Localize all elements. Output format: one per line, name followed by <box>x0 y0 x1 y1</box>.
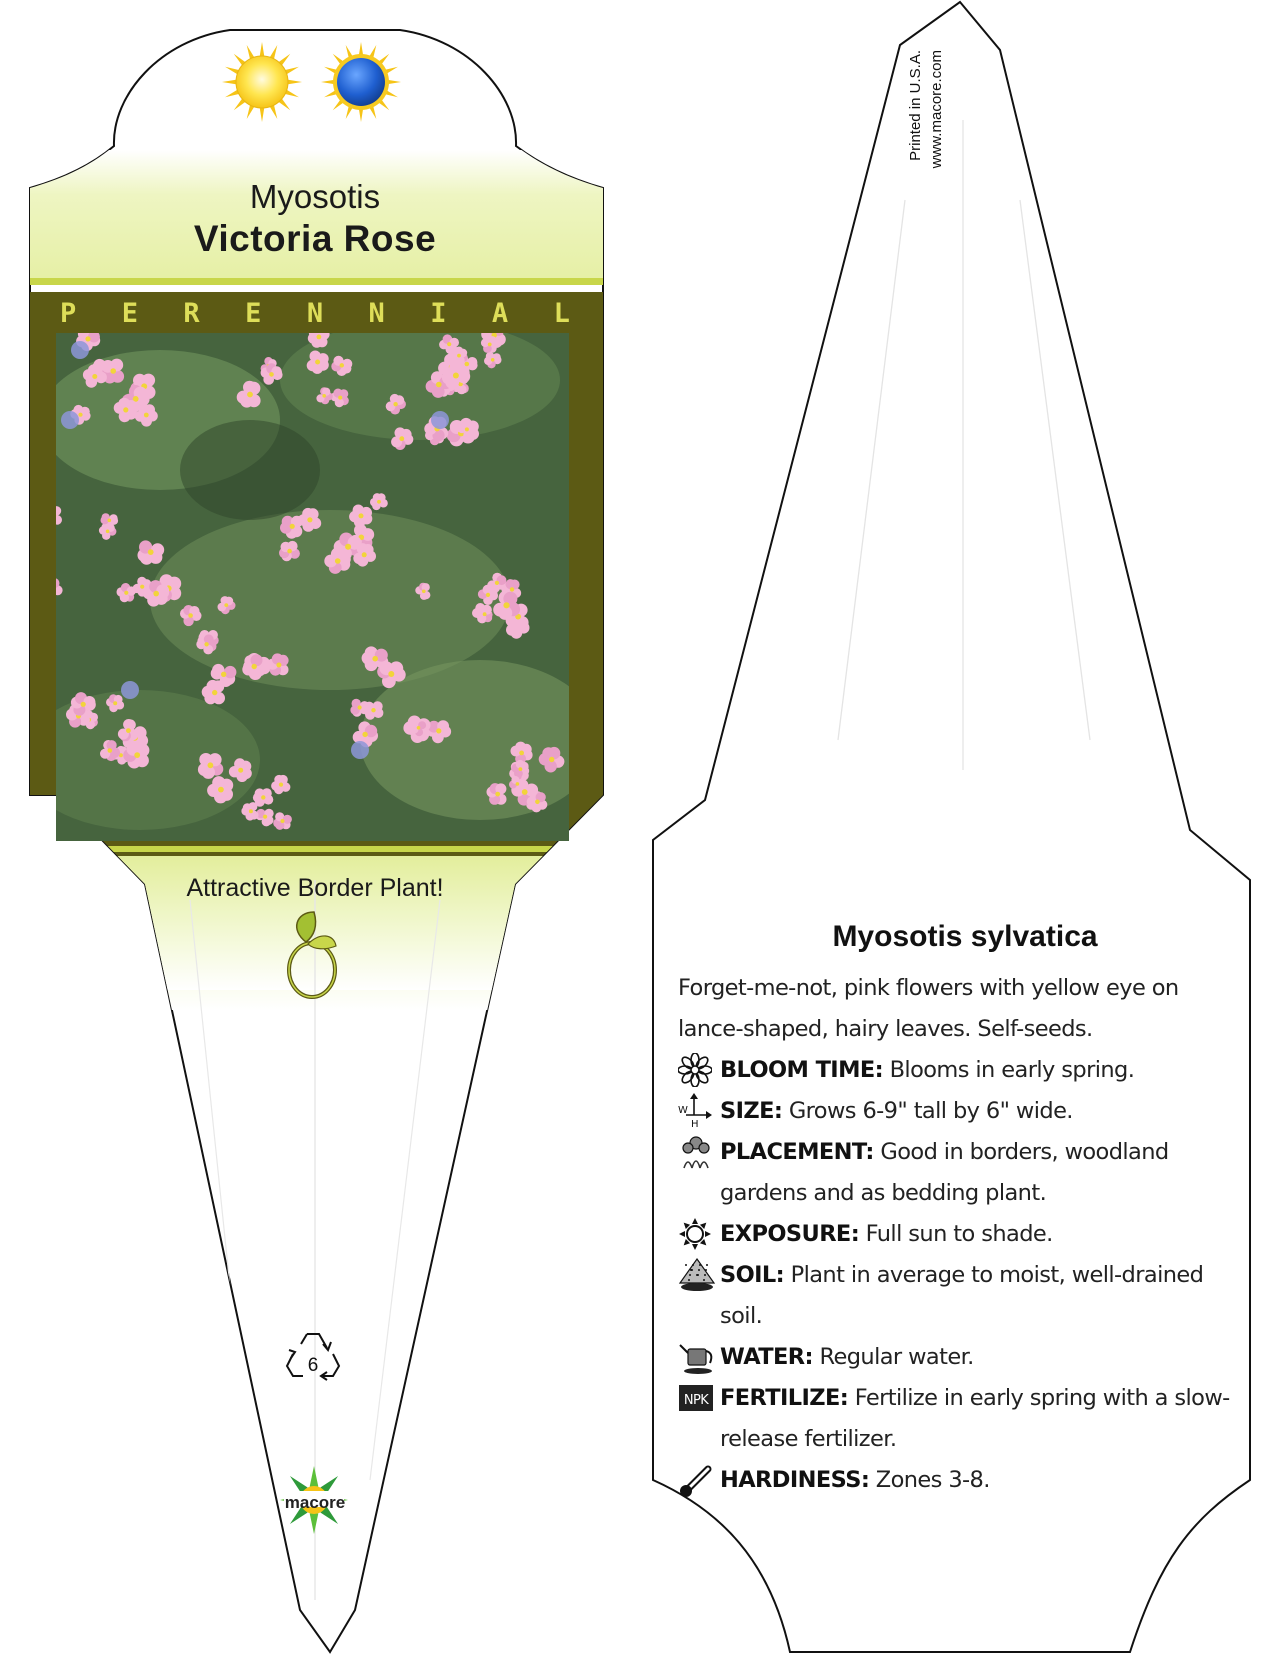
care-text <box>720 1091 1248 1132</box>
placement-icon <box>678 1132 720 1172</box>
care-value: Regular water. <box>812 1344 974 1370</box>
svg-text:W: W <box>678 1105 688 1116</box>
genus-name: Myosotis <box>249 178 381 215</box>
svg-text:H: H <box>691 1119 698 1129</box>
category-label <box>30 298 600 329</box>
category-letter: L <box>553 298 570 329</box>
care-row <box>678 1337 1248 1378</box>
flower-icon <box>678 1050 720 1090</box>
category-letter: E <box>121 298 138 329</box>
care-row <box>678 1132 1248 1214</box>
care-row <box>678 1050 1248 1091</box>
care-label: SOIL: <box>720 1262 785 1288</box>
variety-name: Victoria Rose <box>193 218 437 259</box>
printed-info <box>905 50 947 210</box>
care-value: Good in borders, woodland gardens and as bedding plant. <box>720 1139 1169 1206</box>
care-text <box>720 1214 1248 1255</box>
full-sun-icon <box>222 42 302 122</box>
care-text <box>720 1132 1248 1214</box>
care-text <box>720 1378 1248 1460</box>
care-label: FERTILIZE: <box>720 1385 849 1411</box>
care-value: Zones 3-8. <box>869 1467 990 1493</box>
care-row <box>678 1091 1248 1132</box>
svg-text:NPK: NPK <box>683 1393 709 1408</box>
care-label: WATER: <box>720 1344 813 1370</box>
brand-name: macore <box>284 1493 346 1512</box>
category-letter: E <box>245 298 262 329</box>
care-row <box>678 1378 1248 1460</box>
sun-outline-icon <box>678 1214 720 1254</box>
printed-in: Printed in U.S.A. <box>907 50 924 161</box>
category-letter: I <box>430 298 447 329</box>
npk-icon <box>678 1378 720 1418</box>
recycle-code: 6 <box>307 1355 319 1376</box>
care-text <box>720 1460 1248 1501</box>
care-label: PLACEMENT: <box>720 1139 874 1165</box>
plant-photo <box>20 302 600 841</box>
care-label: BLOOM TIME: <box>720 1057 884 1083</box>
category-letter: N <box>368 298 385 329</box>
part-shade-icon <box>321 42 401 122</box>
care-row <box>678 1460 1248 1501</box>
scientific-name: Myosotis sylvatica <box>832 920 1098 953</box>
care-row <box>678 1255 1248 1337</box>
care-value: Full sun to shade. <box>859 1221 1053 1247</box>
care-value: Fertilize in early spring with a slow-release fertilizer. <box>720 1385 1230 1452</box>
care-text <box>720 1337 1248 1378</box>
soil-icon <box>678 1255 720 1295</box>
thermometer-icon <box>678 1460 720 1500</box>
care-label: SIZE: <box>720 1098 783 1124</box>
care-text <box>720 1050 1248 1091</box>
website: www.macore.com <box>928 50 945 169</box>
category-letter: P <box>60 298 77 329</box>
tagline: Attractive Border Plant! <box>186 874 444 902</box>
care-value: Blooms in early spring. <box>883 1057 1135 1083</box>
category-letter: N <box>306 298 324 329</box>
care-info <box>678 968 1248 1501</box>
care-text <box>720 1255 1248 1337</box>
care-label: HARDINESS: <box>720 1467 870 1493</box>
care-row <box>678 1214 1248 1255</box>
category-letter: R <box>183 298 200 329</box>
care-label: EXPOSURE: <box>720 1221 860 1247</box>
care-value: Plant in average to moist, well-drained soil. <box>720 1262 1204 1329</box>
description: Forget-me-not, pink flowers with yellow eye on lance-shaped, hairy leaves. Self-seeds. <box>678 975 1179 1042</box>
size-arrows-icon <box>678 1091 720 1131</box>
watering-can-icon <box>678 1337 720 1377</box>
category-letter: A <box>491 298 509 329</box>
care-value: Grows 6-9" tall by 6" wide. <box>782 1098 1073 1124</box>
